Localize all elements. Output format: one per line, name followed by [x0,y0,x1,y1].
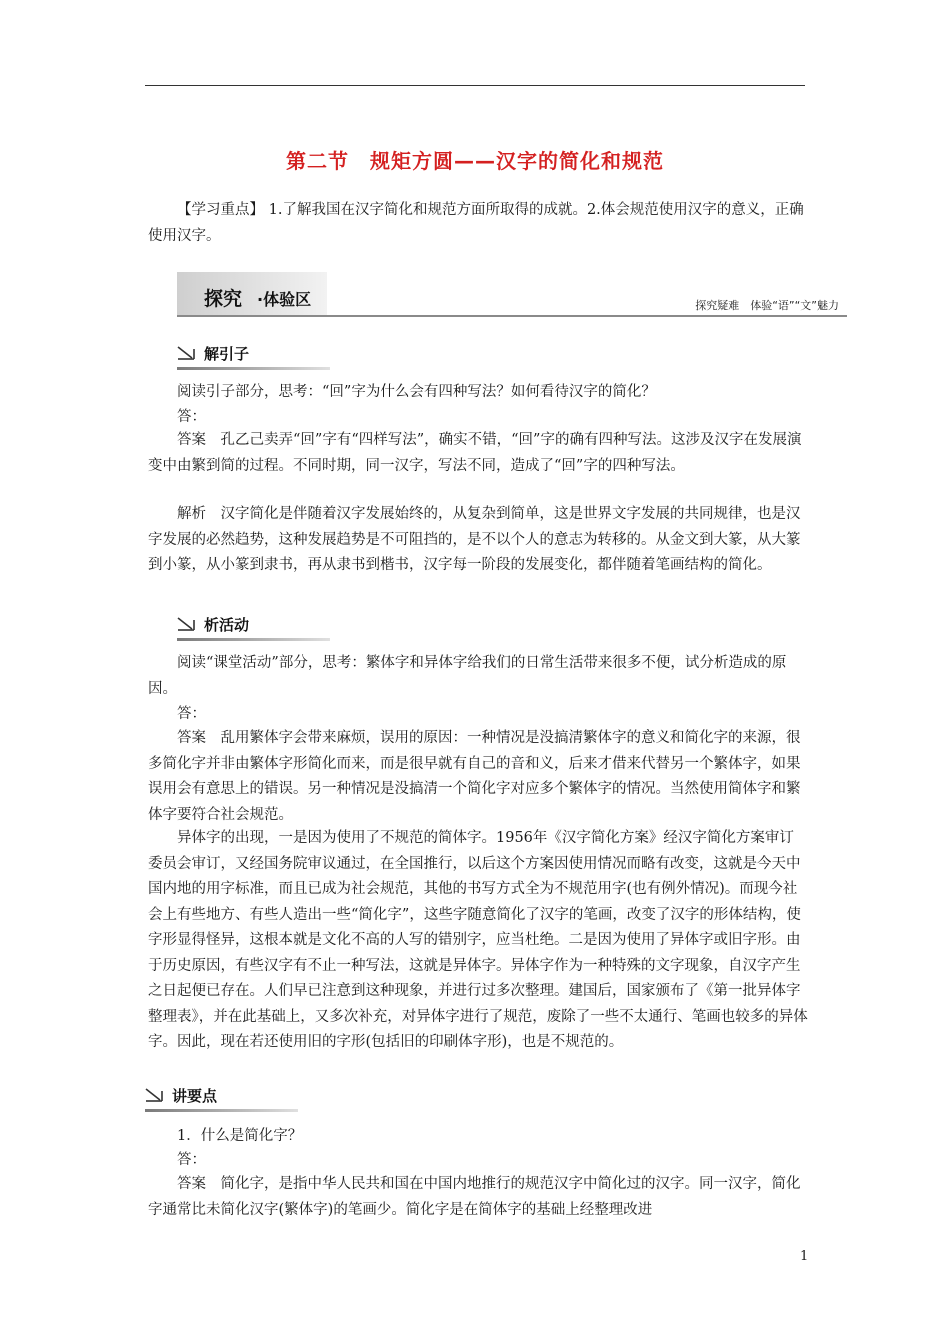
section-header-activity [177,614,337,636]
question: 1．什么是简化字？ [177,1128,303,1144]
explore-banner [177,272,847,318]
question: 阅读引子部分，思考：“回”字为什么会有四种写法？如何看待汉字的简化？ [177,384,656,400]
section-arrow-icon [177,346,195,360]
section-title: 讲要点 [172,1087,218,1105]
question: 阅读“课堂活动”部分，思考：繁体字和异体字给我们的日常生活带来很多不便，试分析造成的原因。 [148,655,787,697]
page-title: 第二节 规矩方圆——汉字的简化和规范 [286,149,664,173]
section-title: 析活动 [204,616,250,634]
answer-label: 答： [177,1152,206,1168]
section-header-keypoints [145,1085,305,1107]
section-underline [177,638,330,641]
answer-label: 答： [177,706,206,722]
section-title: 解引子 [204,345,250,363]
banner-underline [177,315,847,317]
analysis-text: 解析 汉字简化是伴随着汉字发展始终的，从复杂到简单，这是世界文字发展的共同规律，也是汉字发展的必然趋势，这种发展趋势是不可阻挡的，是不以个人的意志为转移的。从金文到大篆，从大篆到小篆，从小篆到隶书，再从隶书到楷书，汉字每一阶段的发展变化，都伴随着笔画结构的简化。 [148,506,801,573]
page-number: 1 [800,1249,809,1264]
section-arrow-icon [177,617,195,631]
answer-text: 答案 简化字，是指中华人民共和国在中国内地推行的规范汉字中简化过的汉字。同一汉字，简化字通常比未简化汉字(繁体字)的笔画少。简化字是在简体字的基础上经整理改进 [148,1176,801,1218]
section-underline [145,1109,298,1112]
study-focus: 【学习重点】 1.了解我国在汉字简化和规范方面所取得的成就。2.体会规范使用汉字的意义，正确使用汉字。 [148,202,804,244]
banner-tagline: 探究疑难 体验“语”“文”魅力 [695,299,839,312]
section-underline [177,367,330,370]
section-header-intro [177,343,337,365]
answer-text: 答案 孔乙己卖弄“回”字有“四样写法”，确实不错，“回”字的确有四种写法。这涉及汉字在发展演变中由繁到简的过程。不同时期，同一汉字，写法不同，造成了“回”字的四种写法。 [148,432,802,474]
header-rule [145,85,805,86]
answer-text: 答案 乱用繁体字会带来麻烦，误用的原因：一种情况是没搞清繁体字的意义和简化字的来源，很多简化字并非由繁体字形简化而来，而是很早就有自己的音和义，后来才借来代替另一个繁体字，如果误用会有意思上的错误。另一种情况是没搞清一个简化字对应多个繁体字的情况。当然使用简体字和繁体字要符合社会规范。 [148,730,801,823]
answer-paragraph: 异体字的出现，一是因为使用了不规范的简体字。1956年《汉字简化方案》经汉字简化方案审订委员会审订，又经国务院审议通过，在全国推行，以后这个方案因使用情况而略有改变，这就是今天中国内地的用字标准，而且已成为社会规范，其他的书写方式全为不规范用字(也有例外情况)。而现今社会上有些地方、有些人造出一些“简化字”，这些字随意简化了汉字的笔画，改变了汉字的形体结构，使字形显得怪异，这根本就是文化不高的人写的错别字，应当杜绝。二是因为使用了异体字或旧字形。由于历史原因，有些汉字有不止一种写法，这就是异体字。异体字作为一种特殊的文字现象，自汉字产生之日起便已存在。人们早已注意到这种现象，并进行过多次整理。建国后，国家颁布了《第一批异体字整理表》，并在此基础上，又多次补充，对异体字进行了规范，废除了一些不太通行、笔画也较多的异体字。因此，现在若还使用旧的字形(包括旧的印刷体字形)，也是不规范的。 [148,830,808,1050]
banner-main-label: 探究 [204,288,243,310]
section-arrow-icon [145,1088,163,1102]
banner-sub-label: ·体验区 [257,290,312,309]
answer-label: 答： [177,409,206,425]
